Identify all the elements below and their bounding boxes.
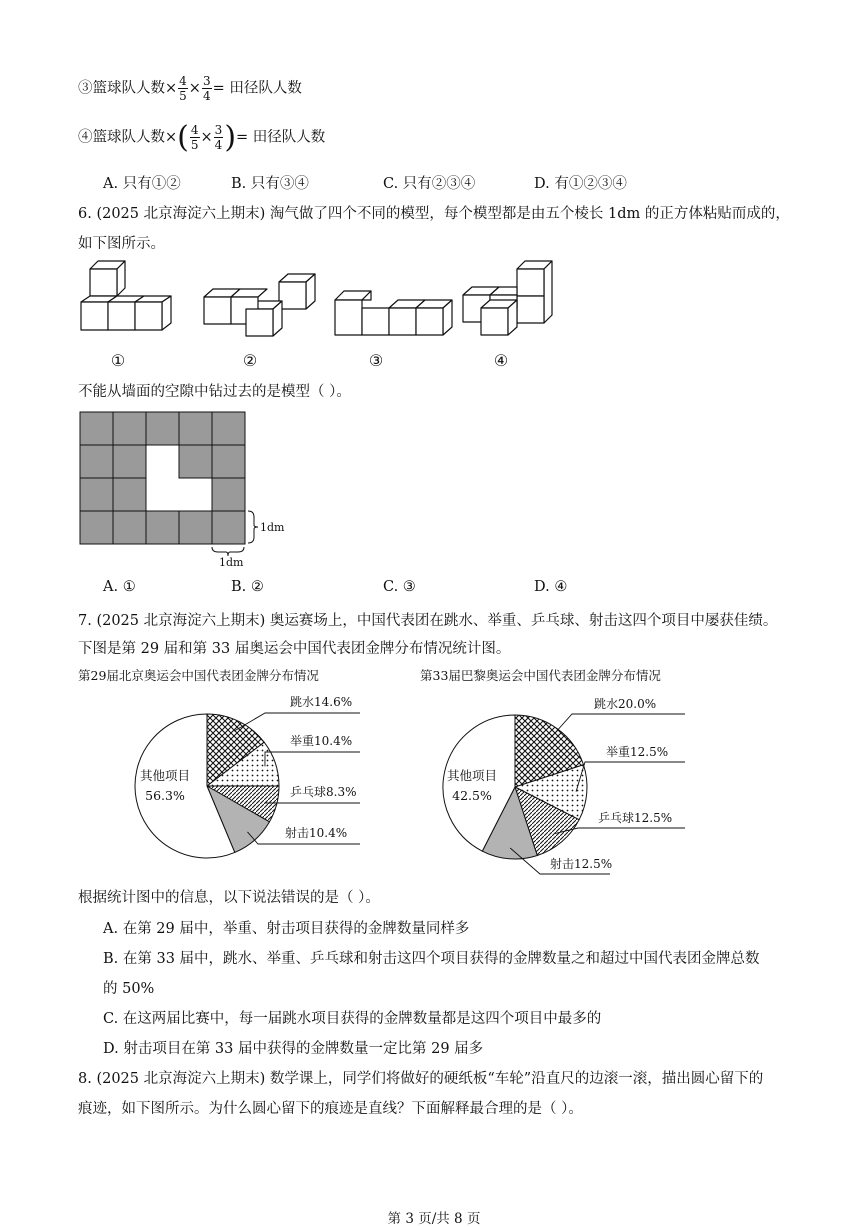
slice-value-label: 42.5% [452, 788, 492, 803]
fraction-4-5 [178, 74, 188, 103]
q6-stem-line-1: 6. (2025 北京海淀六上期末) 淘气做了四个不同的模型，每个模型都是由五个棱长 1dm 的正方体粘贴而成的， [78, 206, 790, 222]
leader-line [265, 752, 360, 766]
cube-models-figure [0, 255, 868, 375]
dimension-right-label: 1dm [260, 521, 285, 534]
item-4-label: ④篮球队人数 [78, 129, 165, 146]
slice-label: 射击10.4% [285, 826, 348, 840]
denominator: 4 [214, 138, 223, 152]
slice-label: 举重12.5% [606, 745, 669, 759]
dimension-bottom-label: 1dm [219, 556, 244, 569]
times-sign: × [188, 80, 201, 97]
model-label-1: ① [110, 351, 126, 370]
wall-gap-figure [78, 410, 338, 570]
item-3-expression [78, 74, 302, 103]
cube-model-2 [204, 274, 315, 336]
times-sign: × [165, 80, 178, 97]
q7-option-a: A. 在第 29 届中，举重、射击项目获得的金牌数量同样多 [103, 921, 470, 937]
q8-stem-line-2: 痕迹，如下图所示。为什么圆心留下的痕迹是直线？下面解释最合理的是（ ）。 [78, 1101, 583, 1117]
q5-option-a: A. 只有①② [103, 176, 181, 192]
item-3-result: = 田径队人数 [212, 80, 302, 97]
fraction-3-4 [202, 74, 212, 103]
item-4-expression [78, 120, 325, 155]
slice-label: 乒乓球8.3% [290, 785, 357, 799]
q6-option-a: A. ① [103, 579, 136, 595]
q7-option-b-line-1: B. 在第 33 届中，跳水、举重、乒乓球和射击这四个项目获得的金牌数量之和超过中国代表团金牌总数 [103, 951, 760, 967]
numerator: 4 [190, 123, 199, 137]
numerator: 4 [179, 74, 187, 88]
model-label-2: ② [242, 351, 258, 370]
denominator: 5 [179, 89, 187, 103]
q5-option-b: B. 只有③④ [231, 176, 309, 192]
slice-label: 举重10.4% [290, 734, 353, 748]
right-paren: ) [224, 120, 237, 155]
fraction-3-4 [214, 123, 224, 152]
slice-label: 其他项目 [446, 768, 498, 783]
q7-question: 根据统计图中的信息，以下说法错误的是（ ）。 [78, 890, 380, 906]
q6-option-d: D. ④ [534, 579, 568, 595]
q7-stem-line-2: 下图是第 29 届和第 33 届奥运会中国代表团金牌分布情况统计图。 [78, 641, 511, 657]
chart-1-title: 第29届北京奥运会中国代表团金牌分布情况 [78, 668, 319, 683]
slice-label: 乒乓球12.5% [598, 811, 673, 825]
q7-option-c: C. 在这两届比赛中，每一届跳水项目获得的金牌数量都是这四个项目中最多的 [103, 1011, 602, 1027]
q6-option-b: B. ② [231, 579, 264, 595]
slice-value-label: 56.3% [145, 788, 185, 803]
denominator: 4 [202, 89, 211, 103]
denominator: 5 [190, 138, 199, 152]
q8-stem-line-1: 8. (2025 北京海淀六上期末) 数学课上，同学们将做好的硬纸板“车轮”沿直尺的边滚一滚，描出圆心留下的 [78, 1071, 764, 1087]
slice-label: 跳水20.0% [594, 697, 657, 711]
q6-question: 不能从墙面的空隙中钻过去的是模型（ ）。 [78, 384, 351, 400]
q7-option-d: D. 射击项目在第 33 届中获得的金牌数量一定比第 29 届多 [103, 1041, 484, 1057]
pie-charts [0, 688, 868, 888]
left-paren: ( [177, 120, 189, 155]
q7-stem-line-1: 7. (2025 北京海淀六上期末) 奥运赛场上，中国代表团在跳水、举重、乒乓球、射击这四个项目中屡获佳绩。 [78, 613, 778, 629]
pie-chart-33 [443, 696, 685, 874]
leader-line [265, 802, 360, 803]
leader-line [576, 762, 685, 792]
leader-line [555, 828, 685, 834]
fraction-4-5 [190, 123, 200, 152]
page-footer: 第 3 页/共 8 页 [387, 1211, 481, 1227]
leader-line [234, 713, 360, 731]
slice-label: 射击12.5% [550, 857, 613, 871]
model-label-3: ③ [368, 351, 384, 370]
model-label-4: ④ [493, 351, 509, 370]
times-sign: × [165, 129, 178, 146]
numerator: 3 [202, 74, 211, 88]
slice-label: 跳水14.6% [290, 695, 353, 709]
times-sign: × [200, 129, 213, 146]
q5-option-d: D. 有①②③④ [534, 176, 627, 192]
leader-line [551, 714, 685, 737]
pie-chart-29 [135, 694, 360, 858]
cube-model-3 [335, 291, 452, 335]
cube-model-4 [463, 261, 552, 335]
q6-stem-line-2: 如下图所示。 [78, 236, 165, 252]
cube-model-1 [81, 261, 171, 330]
item-3-label: ③篮球队人数 [78, 80, 165, 97]
q6-option-c: C. ③ [383, 579, 416, 595]
q5-option-c: C. 只有②③④ [383, 176, 476, 192]
item-4-result: = 田径队人数 [236, 129, 326, 146]
q7-option-b-line-2: 的 50% [103, 981, 155, 997]
numerator: 3 [214, 123, 223, 137]
slice-label: 其他项目 [139, 768, 191, 783]
chart-2-title: 第33届巴黎奥运会中国代表团金牌分布情况 [420, 668, 661, 683]
